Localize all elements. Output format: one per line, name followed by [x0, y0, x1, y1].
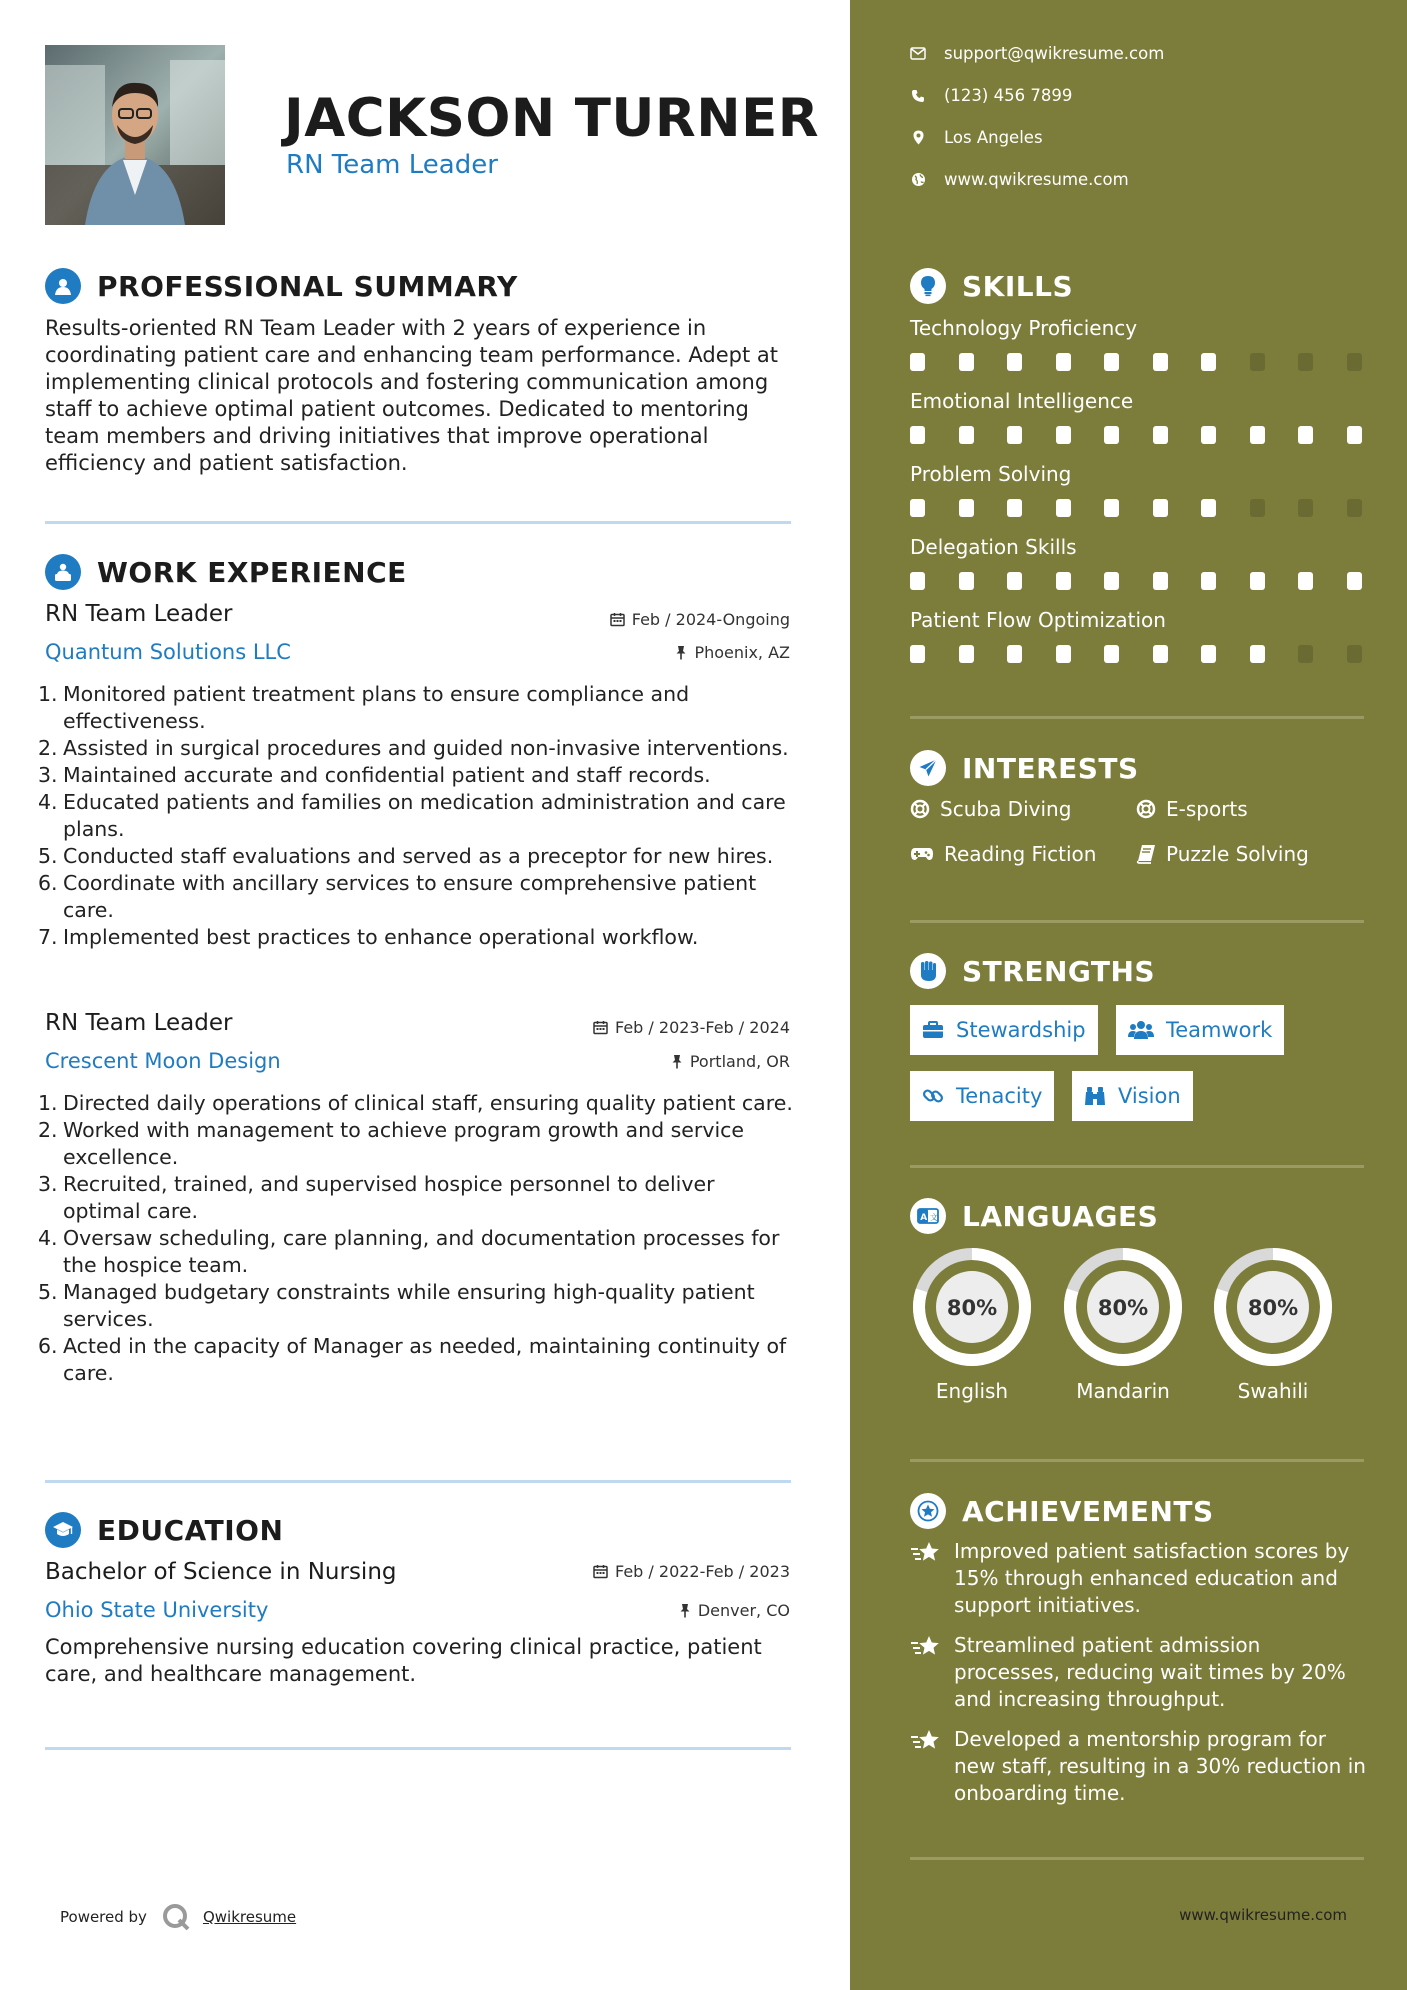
list-item: 5. Managed budgetary constraints while ensuring high-quality patient services. [38, 1280, 755, 1331]
skill-rating [910, 353, 1395, 371]
rating-dot-filled [1153, 499, 1168, 517]
phone-icon [910, 89, 926, 103]
language-name: Swahili [1237, 1379, 1309, 1403]
strength-chip [1072, 1071, 1193, 1121]
rating-dot-filled [1250, 426, 1265, 444]
education-dates-text: Feb / 2022-Feb / 2023 [615, 1562, 790, 1581]
strength-label: Stewardship [956, 1018, 1086, 1042]
language-item [910, 1245, 1034, 1403]
users-icon [1128, 1020, 1154, 1040]
language-percent: 80% [946, 1296, 998, 1320]
rating-dot-filled [1056, 645, 1071, 663]
language-progress-ring [1061, 1245, 1185, 1369]
rating-dot-filled [910, 426, 925, 444]
skill-label: Technology Proficiency [910, 316, 1138, 340]
divider [45, 1747, 791, 1750]
rating-dot-filled [1007, 645, 1022, 663]
lightbulb-icon [910, 268, 946, 304]
skill-rating [910, 572, 1395, 590]
rating-dot-filled [959, 499, 974, 517]
list-item: 4. Oversaw scheduling, care planning, and documentation processes for the hospice team. [38, 1226, 780, 1277]
education-heading [45, 1512, 283, 1548]
pin-icon [675, 645, 687, 660]
skills-heading [910, 268, 1073, 304]
list-item: 6. Acted in the capacity of Manager as needed, maintaining continuity of care. [38, 1334, 787, 1385]
education-title: EDUCATION [97, 1513, 284, 1547]
list-item: 7. Implemented best practices to enhance operational workflow. [38, 925, 699, 949]
sidebar [850, 0, 1407, 1990]
svg-text:文: 文 [930, 1213, 938, 1222]
rating-dot-empty [1250, 499, 1265, 517]
job-location-text: Portland, OR [689, 1052, 790, 1071]
rating-dot-filled [959, 353, 974, 371]
language-name: Mandarin [1076, 1379, 1170, 1403]
rating-dot-filled [910, 645, 925, 663]
pin-icon [679, 1603, 691, 1618]
list-item: 3. Maintained accurate and confidential patient and staff records. [38, 763, 711, 787]
languages-title: LANGUAGES [962, 1199, 1159, 1233]
job-title: RN Team Leader [45, 601, 233, 627]
briefcase-icon [922, 1021, 944, 1039]
rating-dot-filled [910, 353, 925, 371]
job-duties [38, 681, 798, 951]
rating-dot-filled [1056, 499, 1071, 517]
phone-text: (123) 456 7899 [944, 86, 1073, 105]
job-title: RN Team Leader [45, 1010, 233, 1036]
achievement-item [910, 1726, 1370, 1807]
job-dates-text: Feb / 2023-Feb / 2024 [615, 1018, 790, 1037]
rating-dot-filled [1056, 426, 1071, 444]
strength-label: Vision [1118, 1084, 1181, 1108]
experience-heading [45, 554, 407, 590]
briefcase-user-icon [45, 554, 81, 590]
powered-by-label: Powered by [60, 1908, 147, 1926]
calendar-icon [593, 1020, 608, 1035]
rating-dot-empty [1347, 645, 1362, 663]
rating-dot-empty [1347, 499, 1362, 517]
star-badge-icon [910, 1493, 946, 1529]
strength-chip [1116, 1005, 1284, 1055]
interest-item [1136, 797, 1248, 821]
rating-dot-filled [1056, 353, 1071, 371]
job-location [675, 643, 790, 662]
lifebuoy-icon [910, 799, 930, 819]
strength-chip [910, 1005, 1098, 1055]
website-text[interactable]: www.qwikresume.com [944, 170, 1129, 189]
rating-dot-filled [1104, 499, 1119, 517]
list-item: 4. Educated patients and families on medication administration and care plans. [38, 790, 786, 841]
languages-heading [910, 1198, 1158, 1234]
job-company: Crescent Moon Design [45, 1049, 281, 1073]
summary-heading [45, 268, 518, 304]
svg-text:A: A [920, 1213, 928, 1223]
skill-label: Problem Solving [910, 462, 1072, 486]
divider [910, 716, 1364, 719]
list-item: 5. Conducted staff evaluations and served as a preceptor for new hires. [38, 844, 774, 868]
interest-label: E-sports [1166, 797, 1248, 821]
school: Ohio State University [45, 1598, 269, 1622]
summary-title: PROFESSIONAL SUMMARY [97, 269, 518, 303]
skill-rating [910, 499, 1395, 517]
list-item: 6. Coordinate with ancillary services to ensure comprehensive patient care. [38, 871, 757, 922]
divider [45, 1480, 791, 1483]
list-item: 1. Monitored patient treatment plans to ensure compliance and effectiveness. [38, 682, 690, 733]
job-dates [593, 1018, 790, 1037]
candidate-name: JACKSON TURNER [284, 88, 820, 149]
job-dates [610, 610, 790, 629]
rating-dot-filled [1007, 426, 1022, 444]
rating-dot-filled [910, 572, 925, 590]
rating-dot-filled [910, 499, 925, 517]
achievement-text: Streamlined patient admission processes, reducing wait times by 20% and increasing throughput. [954, 1633, 1346, 1711]
rating-dot-filled [1347, 572, 1362, 590]
rating-dot-filled [1104, 353, 1119, 371]
divider [910, 1165, 1364, 1168]
skill-rating [910, 645, 1395, 663]
book-icon [1136, 844, 1156, 864]
interest-item [1136, 842, 1309, 866]
star-icon [910, 1538, 954, 1619]
achievement-item [910, 1538, 1370, 1619]
rating-dot-filled [1201, 572, 1216, 590]
footer-site[interactable]: www.qwikresume.com [1179, 1906, 1347, 1924]
rating-dot-filled [1007, 353, 1022, 371]
rating-dot-filled [1298, 572, 1313, 590]
language-item [1211, 1245, 1335, 1403]
interest-label: Puzzle Solving [1166, 842, 1309, 866]
powered-by [60, 1902, 296, 1932]
education-text: Comprehensive nursing education covering clinical practice, patient care, and healthcare management. [45, 1635, 762, 1686]
job-location-text: Phoenix, AZ [694, 643, 790, 662]
candidate-role: RN Team Leader [286, 150, 498, 180]
rating-dot-filled [1104, 645, 1119, 663]
lifebuoy-icon [1136, 799, 1156, 819]
user-icon [45, 268, 81, 304]
rating-dot-filled [959, 426, 974, 444]
interest-item [910, 842, 1096, 866]
rating-dot-filled [1201, 645, 1216, 663]
rating-dot-filled [1298, 426, 1313, 444]
skill-label: Patient Flow Optimization [910, 608, 1166, 632]
rating-dot-empty [1298, 353, 1313, 371]
strengths-title: STRENGTHS [962, 954, 1156, 988]
rating-dot-filled [1153, 645, 1168, 663]
fist-icon [910, 953, 946, 989]
experience-title: WORK EXPERIENCE [97, 555, 407, 589]
location-text: Los Angeles [944, 128, 1043, 147]
interests-title: INTERESTS [962, 751, 1139, 785]
skill-label: Delegation Skills [910, 535, 1077, 559]
achievement-item [910, 1632, 1370, 1713]
star-icon [910, 1726, 954, 1807]
email-text[interactable]: support@qwikresume.com [944, 44, 1165, 63]
job-duties [38, 1090, 798, 1387]
contact-location [910, 128, 1043, 147]
language-progress-ring [1211, 1245, 1335, 1369]
education-location-text: Denver, CO [697, 1601, 790, 1620]
divider [910, 920, 1364, 923]
binoculars-icon [1084, 1086, 1106, 1106]
list-item: 2. Worked with management to achieve program growth and service excellence. [38, 1118, 745, 1169]
paper-plane-icon [910, 750, 946, 786]
degree: Bachelor of Science in Nursing [45, 1559, 397, 1585]
rating-dot-filled [1153, 572, 1168, 590]
rating-dot-filled [1250, 645, 1265, 663]
rating-dot-empty [1298, 645, 1313, 663]
list-item: 3. Recruited, trained, and supervised hospice personnel to deliver optimal care. [38, 1172, 715, 1223]
rating-dot-filled [1250, 572, 1265, 590]
rating-dot-filled [1007, 572, 1022, 590]
language-progress-ring [910, 1245, 1034, 1369]
list-item: 1. Directed daily operations of clinical staff, ensuring quality patient care. [38, 1091, 793, 1115]
job-dates-text: Feb / 2024-Ongoing [631, 610, 790, 629]
rating-dot-filled [959, 645, 974, 663]
language-percent: 80% [1247, 1296, 1299, 1320]
calendar-icon [593, 1564, 608, 1579]
interest-item [910, 797, 1071, 821]
pin-icon [671, 1054, 683, 1069]
map-pin-icon [910, 130, 926, 145]
list-item: 2. Assisted in surgical procedures and guided non-invasive interventions. [38, 736, 789, 760]
summary-text: Results-oriented RN Team Leader with 2 years of experience in coordinating patient care and enhancing team performance. Adept at implementing clinical protocols and fostering communication among staff to achieve optimal patient outcomes. Dedicated to mentoring team members and driving initiatives that improve operational efficiency and patient satisfaction. [45, 316, 779, 475]
qwikresume-link[interactable]: Qwikresume [202, 1908, 297, 1926]
interests-heading [910, 750, 1139, 786]
rating-dot-filled [1104, 426, 1119, 444]
rating-dot-filled [1201, 499, 1216, 517]
strengths-heading [910, 953, 1155, 989]
rating-dot-empty [1347, 353, 1362, 371]
rating-dot-filled [1056, 572, 1071, 590]
contact-email [910, 44, 1164, 63]
rating-dot-filled [1201, 353, 1216, 371]
qwikresume-logo-icon [161, 1902, 193, 1932]
achievement-text: Improved patient satisfaction scores by 15% through enhanced education and support initiatives. [954, 1539, 1350, 1617]
rating-dot-filled [1347, 426, 1362, 444]
interest-label: Scuba Diving [940, 797, 1072, 821]
education-location [679, 1601, 790, 1620]
education-dates [593, 1562, 790, 1581]
rating-dot-filled [1153, 426, 1168, 444]
link-icon [922, 1085, 944, 1107]
star-icon [910, 1632, 954, 1713]
rating-dot-filled [1007, 499, 1022, 517]
rating-dot-empty [1298, 499, 1313, 517]
globe-icon [910, 172, 926, 187]
divider [45, 521, 791, 524]
language-name: English [935, 1379, 1009, 1403]
skills-title: SKILLS [962, 269, 1074, 303]
strength-label: Teamwork [1166, 1018, 1273, 1042]
graduation-icon [45, 1512, 81, 1548]
divider [910, 1459, 1364, 1462]
language-percent: 80% [1097, 1296, 1149, 1320]
skill-label: Emotional Intelligence [910, 389, 1134, 413]
rating-dot-filled [1104, 572, 1119, 590]
job-location [671, 1052, 790, 1071]
language-item [1061, 1245, 1185, 1403]
job-company: Quantum Solutions LLC [45, 640, 291, 664]
achievements-title: ACHIEVEMENTS [962, 1494, 1214, 1528]
strength-chip [910, 1071, 1054, 1121]
contact-phone [910, 86, 1072, 105]
contact-website [910, 170, 1129, 189]
rating-dot-filled [1153, 353, 1168, 371]
translate-icon [910, 1198, 946, 1234]
achievement-text: Developed a mentorship program for new staff, resulting in a 30% reduction in onboarding time. [954, 1727, 1366, 1805]
rating-dot-empty [1250, 353, 1265, 371]
skill-rating [910, 426, 1395, 444]
profile-photo [45, 45, 225, 225]
rating-dot-filled [1201, 426, 1216, 444]
divider [910, 1857, 1364, 1860]
calendar-icon [610, 612, 625, 627]
rating-dot-filled [959, 572, 974, 590]
achievements-heading [910, 1493, 1214, 1529]
envelope-icon [910, 47, 926, 60]
gamepad-icon [910, 846, 934, 862]
interest-label: Reading Fiction [944, 842, 1097, 866]
strength-label: Tenacity [956, 1084, 1043, 1108]
